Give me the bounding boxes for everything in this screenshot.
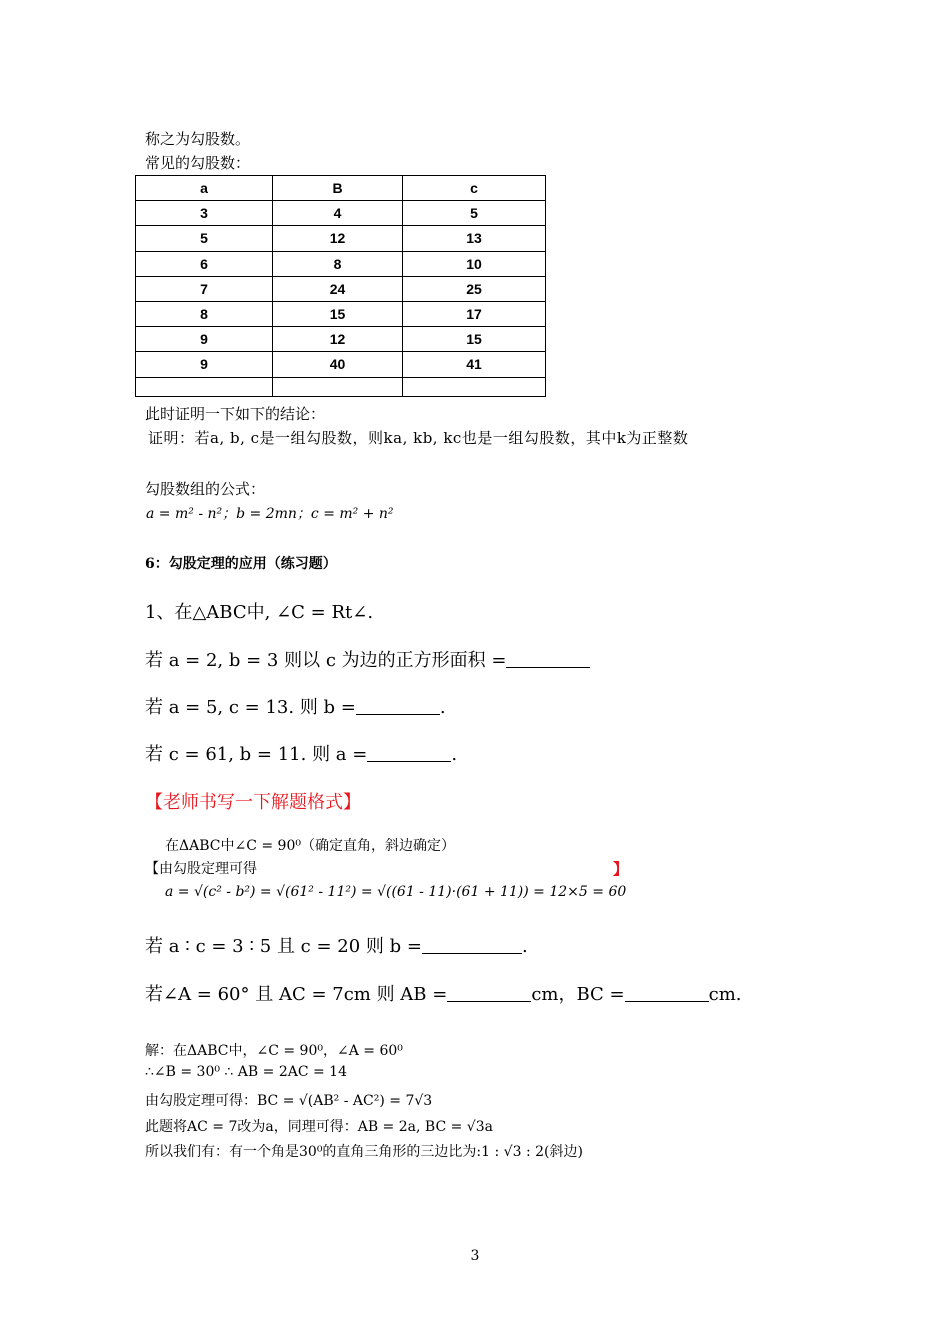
- table-row: [136, 352, 546, 377]
- solution-2-line-1: 解：在ΔABC中，∠C = 90⁰，∠A = 60⁰: [145, 1043, 403, 1059]
- table-cell: 5: [403, 201, 546, 226]
- exercise-angle-text: 若∠A = 60° 且 AC = 7cm 则 AB =: [145, 984, 448, 1005]
- intro-line-2: 常见的勾股数：: [145, 154, 251, 172]
- table-row: [136, 226, 546, 251]
- exercise-ratio: [145, 932, 528, 958]
- table-cell: 17: [403, 301, 546, 326]
- section-6-title: 6：勾股定理的应用（练习题）: [145, 556, 337, 572]
- table-cell: 9: [136, 327, 273, 352]
- table-cell: [273, 377, 403, 396]
- solution-1-line-3: a = √(c² - b²) = √(61² - 11²) = √((61 - 11)·(61 + 11)) = 12×5 = 60: [165, 884, 627, 900]
- table-cell: 8: [273, 251, 403, 276]
- solution-2-line-3: 由勾股定理可得：BC = √(AB² - AC²) = 7√3: [145, 1093, 433, 1109]
- table-cell: [136, 377, 273, 396]
- bc-label: ，BC =: [558, 984, 625, 1005]
- table-cell: 5: [136, 226, 273, 251]
- table-cell: 12: [273, 226, 403, 251]
- proof-statement: [148, 427, 688, 448]
- answer-blank[interactable]: [422, 937, 522, 954]
- table-cell: 8: [136, 301, 273, 326]
- exercise-1c: [145, 740, 457, 766]
- exercise-1b: [145, 693, 446, 719]
- table-row: [136, 327, 546, 352]
- proof-label: 证明：: [148, 429, 195, 447]
- exercise-1b-text: 若 a = 5, c = 13. 则 b =: [145, 697, 356, 718]
- period: .: [439, 697, 446, 718]
- table-row: [136, 276, 546, 301]
- table-cell: 15: [403, 327, 546, 352]
- conclusion-intro: 此时证明一下如下的结论：: [145, 405, 326, 423]
- table-cell: 4: [273, 201, 403, 226]
- table-cell: 12: [273, 327, 403, 352]
- exercise-angle: [145, 980, 742, 1006]
- answer-blank[interactable]: [447, 985, 531, 1002]
- intro-line-1: 称之为勾股数。: [145, 130, 251, 148]
- table-header-cell: c: [403, 176, 546, 201]
- solution-1-line-2-close: 】: [613, 860, 629, 878]
- table-row: [136, 251, 546, 276]
- solution-2-line-2: ∴∠B = 30⁰ ∴ AB = 2AC = 14: [145, 1064, 347, 1080]
- table-row: [136, 377, 546, 396]
- solution-2-line-4: 此题将AC = 7改为a，同理可得：AB = 2a, BC = √3a: [145, 1119, 493, 1135]
- table-cell: 41: [403, 352, 546, 377]
- formula-title: 勾股数组的公式：: [145, 480, 266, 498]
- table-cell: 15: [273, 301, 403, 326]
- table-cell: 10: [403, 251, 546, 276]
- exercise-1a-text: 若 a = 2, b = 3 则以 c 为边的正方形面积 =: [145, 650, 507, 671]
- pythagorean-triples-table: [135, 175, 546, 397]
- proof-text: 若a, b, c是一组勾股数，则ka, kb, kc也是一组勾股数，其中k为正整数: [194, 429, 689, 447]
- table-row: [136, 301, 546, 326]
- teacher-note-title: 【老师书写一下解题格式】: [145, 792, 361, 813]
- formula-text: a = m² - n²；b = 2mn；c = m² + n²: [146, 506, 394, 522]
- table-cell: 3: [136, 201, 273, 226]
- table-cell: 6: [136, 251, 273, 276]
- exercise-1a: [145, 646, 590, 672]
- unit-cm: cm: [531, 984, 559, 1005]
- table-cell: 13: [403, 226, 546, 251]
- table-cell: 25: [403, 276, 546, 301]
- period: .: [521, 936, 528, 957]
- period: .: [451, 744, 458, 765]
- answer-blank[interactable]: [367, 745, 451, 762]
- exercise-1c-text: 若 c = 61, b = 11. 则 a =: [145, 744, 368, 765]
- table-cell: 9: [136, 352, 273, 377]
- unit-cm-end: cm.: [708, 984, 742, 1005]
- table-header-cell: B: [273, 176, 403, 201]
- table-cell: 24: [273, 276, 403, 301]
- answer-blank[interactable]: [356, 698, 440, 715]
- exercise-ratio-text: 若 a ∶ c = 3 ∶ 5 且 c = 20 则 b =: [145, 936, 422, 957]
- table-cell: 40: [273, 352, 403, 377]
- table-header-cell: a: [136, 176, 273, 201]
- answer-blank[interactable]: [625, 985, 709, 1002]
- table-header-row: [136, 176, 546, 201]
- table-row: [136, 201, 546, 226]
- page-number: 3: [470, 1248, 480, 1264]
- solution-1-line-2-open: 【由勾股定理可得: [145, 861, 257, 877]
- exercise-1-question: 1、在△ABC中, ∠C = Rt∠.: [145, 602, 374, 623]
- answer-blank[interactable]: [506, 651, 590, 668]
- table-cell: 7: [136, 276, 273, 301]
- table-cell: [403, 377, 546, 396]
- solution-1-line-1: 在ΔABC中∠C = 90⁰（确定直角，斜边确定）: [165, 838, 455, 854]
- solution-2-line-5: 所以我们有：有一个角是30⁰的直角三角形的三边比为:1 : √3 : 2(斜边): [145, 1144, 583, 1160]
